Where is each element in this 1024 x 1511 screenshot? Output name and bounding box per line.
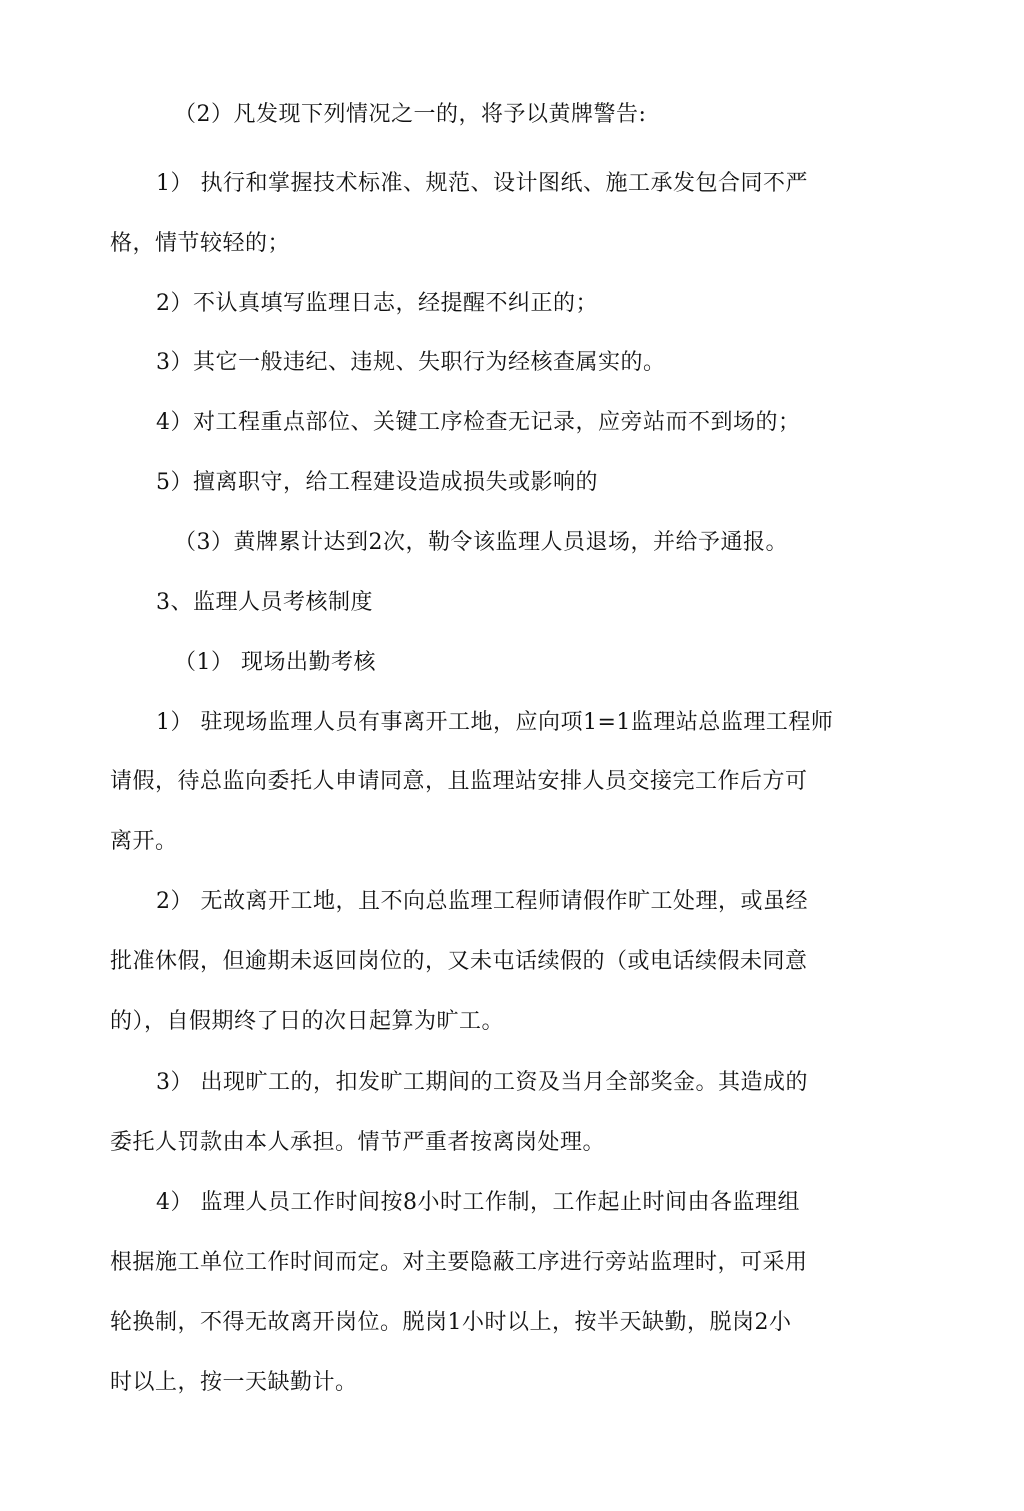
attendance-item-4-line-2: 根据施工单位工作时间而定。对主要隐蔽工序进行旁站监理时，可采用 — [110, 1250, 808, 1275]
subsection-1-heading: （1） 现场出勤考核 — [174, 650, 376, 675]
item-1-line-2: 格，情节较轻的； — [110, 231, 291, 256]
item-1-line-1: 1） 执行和掌握技术标准、规范、设计图纸、施工承发包合同不严 — [156, 171, 808, 196]
attendance-item-3-line-1: 3） 出现旷工的，扣发旷工期间的工资及当月全部奖金。其造成的 — [156, 1070, 808, 1095]
attendance-item-2-line-2: 批准休假，但逾期未返回岗位的，又未屯话续假的（或电话续假未同意 — [110, 949, 808, 974]
item-5: 5）擅离职守，给工程建设造成损失或影响的 — [156, 470, 598, 495]
attendance-item-2-line-3: 的），自假期终了日的次日起算为旷工。 — [110, 1009, 505, 1034]
attendance-item-2-line-1: 2） 无故离开工地，且不向总监理工程师请假作旷工处理，或虽经 — [156, 889, 808, 914]
attendance-item-4-line-3: 轮换制，不得无故离开岗位。脱岗1小时以上，按半天缺勤，脱岗2小 — [110, 1310, 792, 1335]
attendance-item-4-line-4: 时以上，按一天缺勤计。 — [110, 1370, 358, 1395]
attendance-item-4-line-1: 4） 监理人员工作时间按8小时工作制，工作起止时间由各监理组 — [156, 1190, 800, 1215]
attendance-item-1-line-3: 离开。 — [110, 829, 178, 854]
section-3-heading: 3、监理人员考核制度 — [156, 590, 373, 615]
item-2: 2）不认真填写监理日志，经提醒不纠正的； — [156, 291, 598, 316]
attendance-item-3-line-2: 委托人罚款由本人承担。情节严重者按离岗处理。 — [110, 1130, 606, 1155]
attendance-item-1-line-2: 请假，待总监向委托人申请同意，且监理站安排人员交接完工作后方可 — [110, 769, 808, 794]
clause-3-yellow-card-limit: （3）黄牌累计达到2次，勒令该监理人员退场，并给予通报。 — [174, 530, 788, 555]
item-4: 4）对工程重点部位、关键工序检查无记录，应旁站而不到场的； — [156, 410, 801, 435]
item-3: 3）其它一般违纪、违规、失职行为经核查属实的。 — [156, 350, 666, 375]
attendance-item-1-line-1: 1） 驻现场监理人员有事离开工地，应向项1=1监理站总监理工程师 — [156, 710, 834, 735]
clause-2-yellow-card-heading: （2）凡发现下列情况之一的，将予以黄牌警告: — [174, 102, 647, 127]
